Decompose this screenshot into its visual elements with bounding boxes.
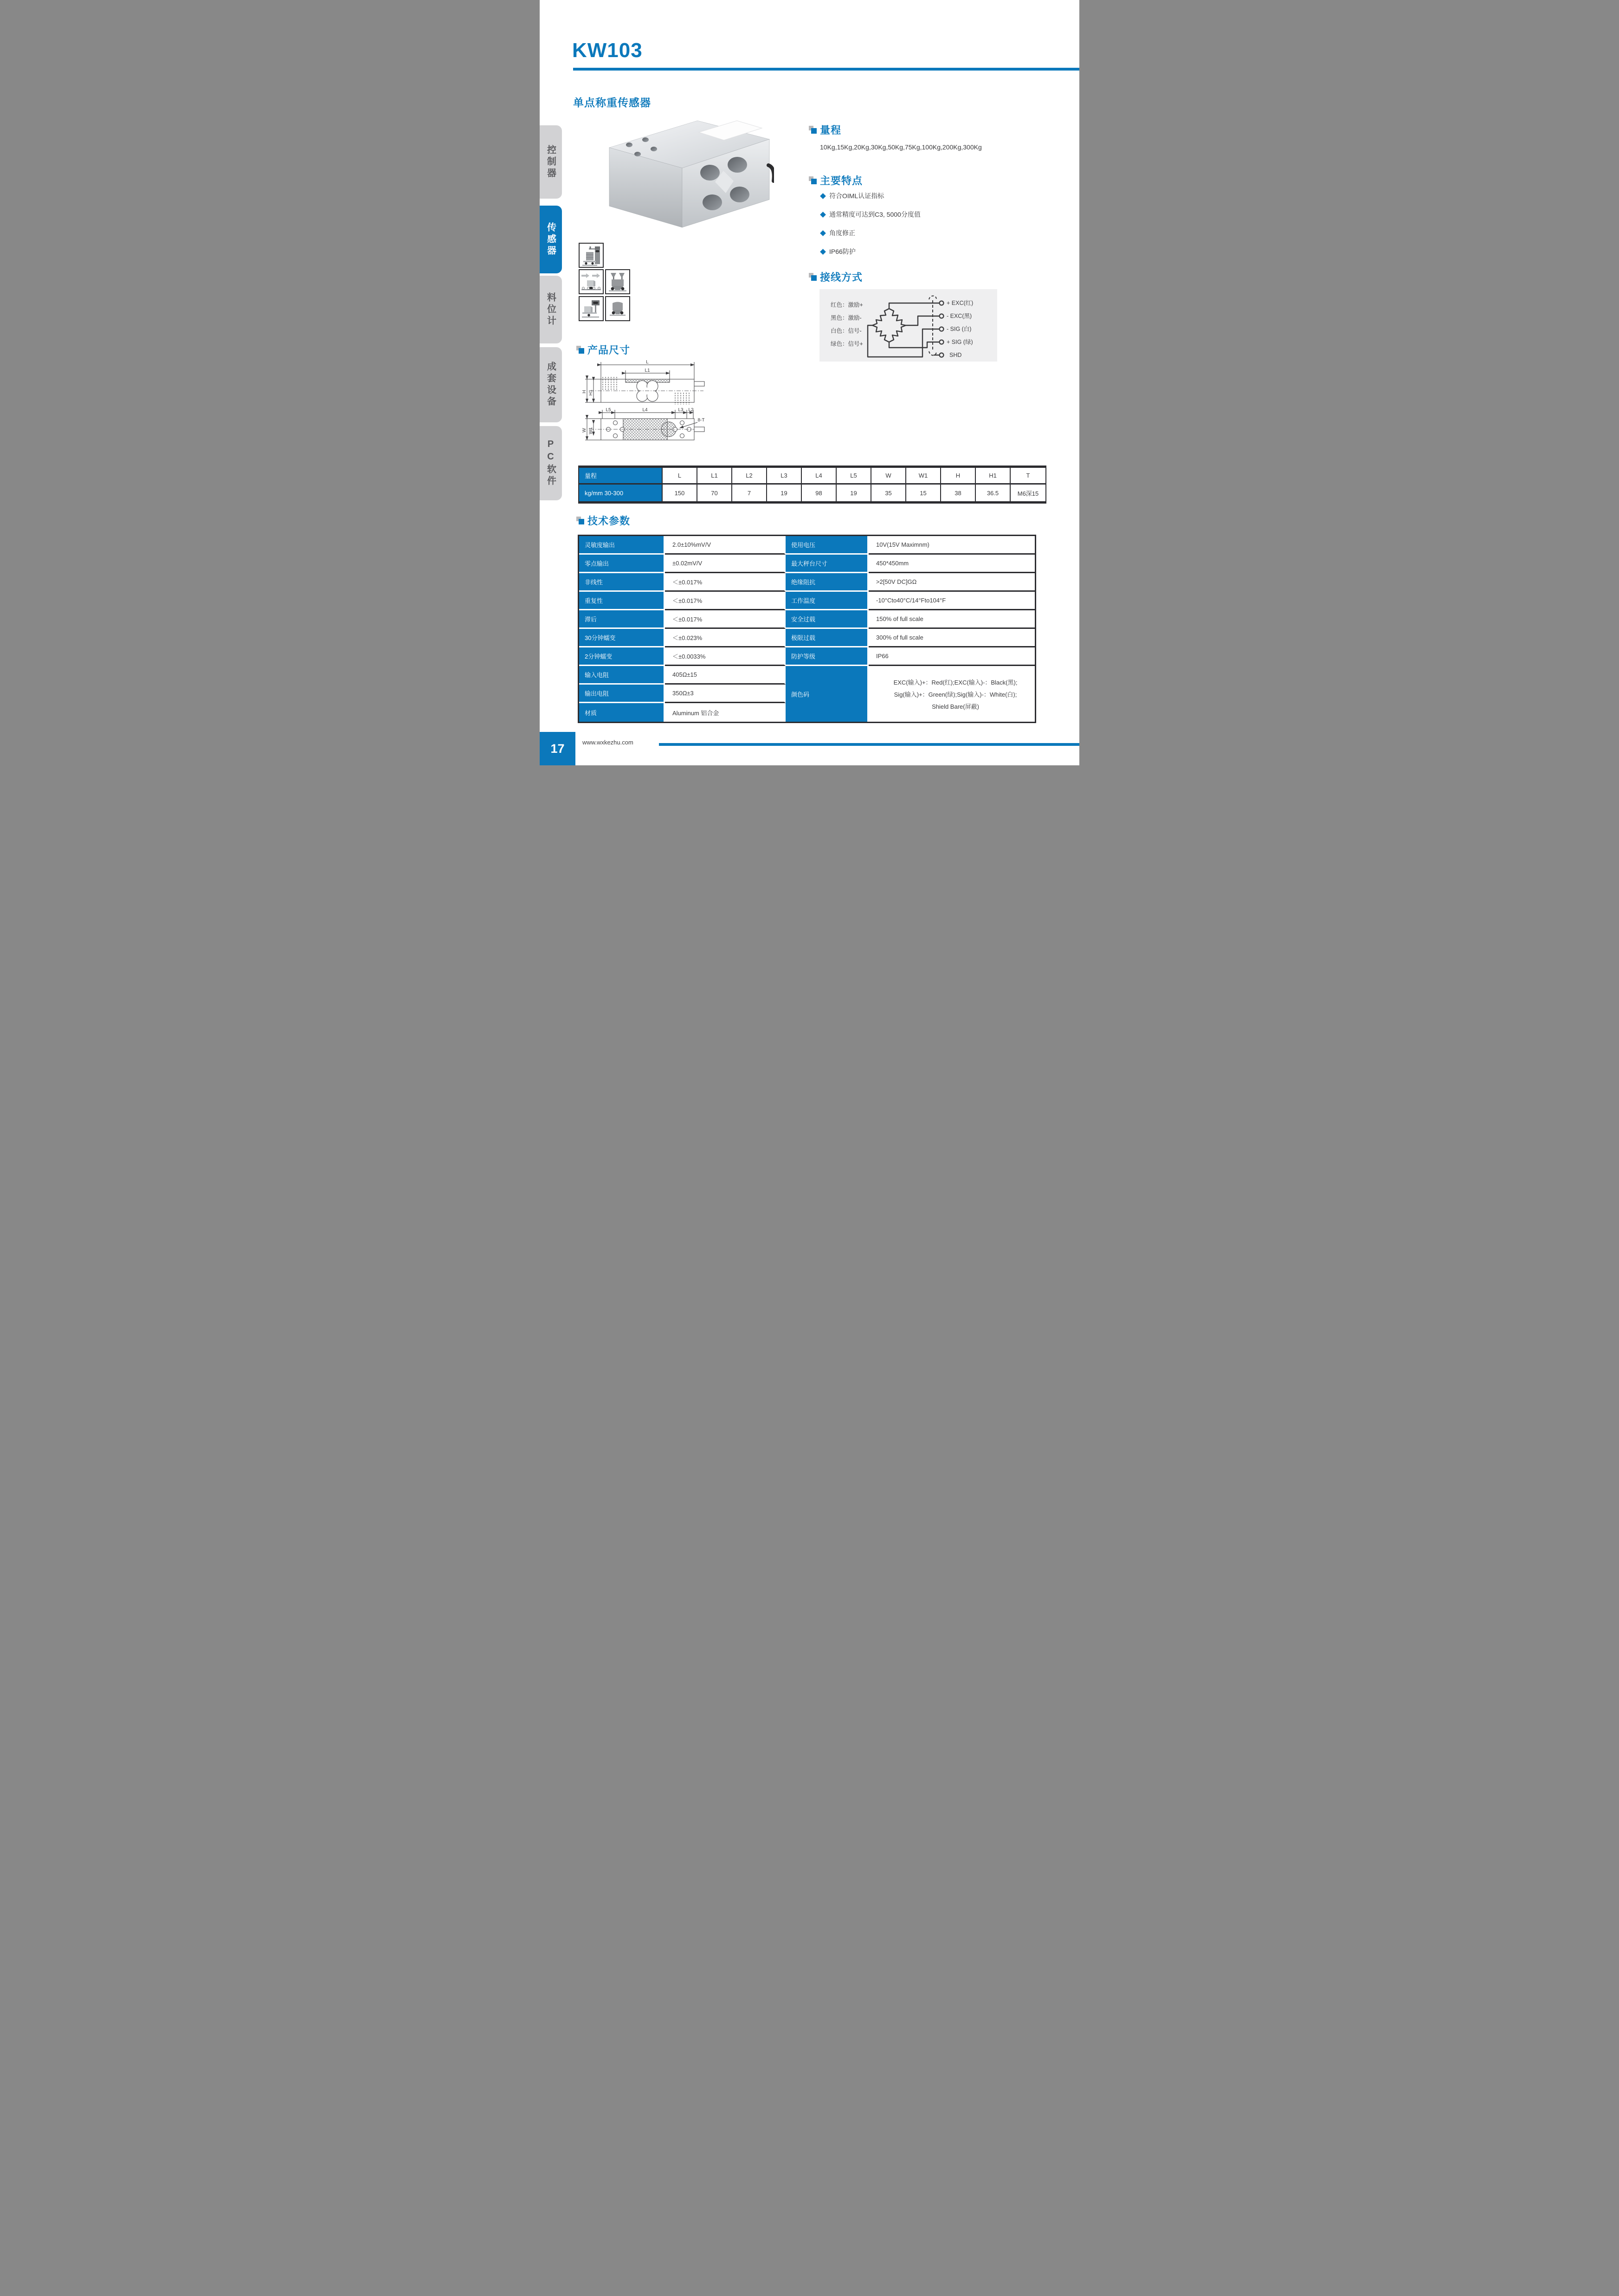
dim-cell: 19 (837, 485, 871, 501)
footer-bar (659, 743, 1079, 746)
dimension-table (578, 466, 1046, 504)
catalog-page (540, 0, 1079, 765)
section-title: 接线方式 (820, 272, 863, 283)
dim-label: 8-T (697, 418, 705, 423)
dim-label: H (582, 390, 587, 394)
application-thumbnail-double-hopper (605, 269, 630, 294)
spec-value: -10°Cto40°C/14°Fto104°F (869, 592, 1035, 610)
color-code-line: Shield Bare(屏蔽) (932, 703, 979, 710)
spec-value: ＜±0.017% (665, 610, 786, 629)
title-rule (573, 68, 1079, 71)
terminal-label: + SIG (绿) (947, 339, 973, 345)
sidebar-item-pc-software[interactable] (540, 426, 562, 500)
dim-label: L3 (678, 407, 684, 413)
terminal-circle (940, 353, 944, 357)
dim-label: L (646, 360, 649, 365)
diamond-bullet-icon (820, 249, 826, 255)
dim-cell: 35 (871, 485, 906, 501)
dim-label: H1 (588, 389, 593, 396)
feature-text: 角度修正 (829, 229, 855, 237)
spec-label-color-code: 颜色码 (786, 666, 869, 722)
terminal-circle (940, 340, 944, 344)
application-thumbnail-conveyor (579, 269, 604, 294)
section-head-features (809, 173, 863, 188)
spec-label: 使用电压 (786, 536, 869, 555)
terminal-circle (940, 301, 944, 305)
spec-label: 材质 (579, 703, 665, 722)
dim-header-cell: L2 (732, 468, 767, 485)
section-title: 技术参数 (587, 515, 631, 527)
diamond-bullet-icon (820, 212, 826, 218)
spec-value-color-code (869, 666, 1035, 722)
spec-value: Aluminum 铝合金 (665, 703, 786, 722)
dim-cell: 36.5 (976, 485, 1011, 501)
terminal-label: SHD (949, 352, 962, 358)
dim-header-cell: L5 (837, 468, 871, 485)
sidebar-item-label: 传感器 (545, 222, 556, 257)
application-thumbnail-hopper (605, 296, 630, 321)
spec-value: ＜±0.017% (665, 573, 786, 592)
spec-value: ＜±0.017% (665, 592, 786, 610)
spec-value: IP66 (869, 647, 1035, 666)
wire-label: 白色：信号- (831, 328, 862, 334)
spec-value: >2[50V DC]GΩ (869, 573, 1035, 592)
section-marker-icon (809, 273, 817, 281)
sidebar-item-complete-equipment[interactable] (540, 347, 562, 422)
sidebar-item-sensors[interactable] (540, 206, 562, 273)
section-head-range (809, 123, 841, 137)
dim-header-cell: L (663, 468, 697, 485)
dim-label: L1 (645, 368, 650, 373)
diamond-bullet-icon (820, 230, 826, 236)
dim-cell: 15 (906, 485, 941, 501)
dim-label: W1 (588, 427, 593, 434)
wire-label: 绿色：信号+ (831, 341, 863, 347)
page-number: 17 (550, 741, 565, 756)
spec-label: 输出电阻 (579, 685, 665, 703)
wiring-diagram (819, 289, 997, 362)
sidebar-item-label: 控制器 (545, 144, 556, 180)
spec-label: 安全过载 (786, 610, 869, 629)
range-values: 10Kg,15Kg,20Kg,30Kg,50Kg,75Kg,100Kg,200Kg,300Kg (820, 143, 982, 151)
spec-label: 零点输出 (579, 555, 665, 573)
section-head-dimensions (576, 343, 630, 357)
spec-value: 2.0±10%mV/V (665, 536, 786, 555)
terminal-label: - SIG (白) (947, 326, 972, 332)
color-code-line: Sig(输入)+：Green(绿);Sig(输入)-：White(白); (894, 691, 1017, 698)
application-thumbnail-platform-scale (579, 296, 604, 321)
website-link[interactable]: www.wxkezhu.com (582, 739, 633, 746)
spec-label: 30分钟蠕变 (579, 629, 665, 647)
section-marker-icon (576, 346, 584, 354)
section-marker-icon (809, 176, 817, 184)
dim-header-cell: W1 (906, 468, 941, 485)
spec-value: 10V(15V Maximnm) (869, 536, 1035, 555)
terminal-label: - EXC(黑) (947, 313, 972, 319)
wire-label: 黑色：激励- (831, 315, 862, 321)
dim-cell: M6深15 (1017, 490, 1039, 497)
spec-label: 防护等级 (786, 647, 869, 666)
feature-item (821, 191, 921, 200)
dim-cell: 38 (941, 485, 976, 501)
dim-header-cell: H (941, 468, 976, 485)
dim-cell: 150 (663, 485, 697, 501)
section-marker-icon (576, 517, 584, 524)
spec-label: 最大秤台尺寸 (786, 555, 869, 573)
dim-label: L4 (642, 407, 648, 413)
dimension-drawings (581, 358, 715, 451)
spec-value: 350Ω±3 (665, 685, 786, 703)
section-head-wiring (809, 270, 863, 284)
sidebar-item-level-meters[interactable] (540, 276, 562, 343)
feature-list (821, 191, 921, 265)
dim-header-cell: W (871, 468, 906, 485)
sidebar-item-label: 料位计 (545, 292, 556, 327)
dim-header-cell: L4 (802, 468, 837, 485)
spec-table (578, 535, 1036, 723)
dim-label: L2 (688, 407, 694, 413)
dim-header-cell: 量程 (579, 468, 663, 485)
dim-header-cell: T (1011, 468, 1045, 485)
product-subtitle: 单点称重传感器 (573, 97, 651, 109)
spec-label: 工作温度 (786, 592, 869, 610)
terminal-label: + EXC(红) (947, 300, 974, 306)
spec-label: 非线性 (579, 573, 665, 592)
spec-label: 极限过载 (786, 629, 869, 647)
spec-label: 输入电阻 (579, 666, 665, 685)
spec-value: 405Ω±15 (665, 666, 786, 685)
spec-value: ＜±0.0033% (665, 647, 786, 666)
dim-header-cell: L1 (697, 468, 732, 485)
dim-header-cell: H1 (976, 468, 1011, 485)
wire-label: 红色：激励+ (831, 302, 863, 308)
spec-label: 滞后 (579, 610, 665, 629)
product-photo (584, 110, 774, 232)
color-code-line: EXC(输入)+：Red(红);EXC(输入)-：Black(黑); (893, 679, 1018, 686)
sidebar-item-controllers[interactable] (540, 125, 562, 199)
section-head-specs (576, 513, 630, 528)
dim-label: W (582, 428, 587, 433)
dim-cell: 70 (697, 485, 732, 501)
feature-text: 符合OIML认证指标 (829, 192, 884, 200)
feature-item (821, 210, 921, 219)
diamond-bullet-icon (820, 193, 826, 199)
page-number-badge (540, 732, 575, 765)
sidebar-item-label: PC软件 (545, 439, 556, 487)
section-title: 主要特点 (820, 175, 863, 187)
dim-cell: 19 (767, 485, 802, 501)
spec-label: 重复性 (579, 592, 665, 610)
dim-header-cell: L3 (767, 468, 802, 485)
spec-label: 灵敏度输出 (579, 536, 665, 555)
dim-row-label: kg/mm 30-300 (579, 485, 663, 501)
page-title: KW103 (572, 39, 643, 62)
spec-value: ＜±0.023% (665, 629, 786, 647)
feature-text: IP66防护 (829, 248, 856, 255)
application-thumbnail-tank-scale (579, 243, 604, 268)
section-marker-icon (809, 126, 817, 134)
spec-label: 绝缘阻抗 (786, 573, 869, 592)
spec-value: ±0.02mV/V (665, 555, 786, 573)
section-title: 量程 (820, 124, 842, 136)
feature-item (821, 228, 921, 238)
sidebar-item-label: 成套设备 (545, 362, 556, 408)
section-title: 产品尺寸 (587, 344, 631, 356)
spec-value: 450*450mm (869, 555, 1035, 573)
terminal-circle (940, 314, 944, 318)
feature-item (821, 247, 921, 256)
dim-cell: 98 (802, 485, 837, 501)
dim-cell: 7 (732, 485, 767, 501)
spec-value: 150% of full scale (869, 610, 1035, 629)
spec-value: 300% of full scale (869, 629, 1035, 647)
feature-text: 通常精度可达到C3, 5000分度值 (829, 211, 921, 218)
terminal-circle (940, 327, 944, 331)
wiring-diagram-panel (819, 289, 997, 362)
spec-label: 2分钟蠕变 (579, 647, 665, 666)
dim-label: L5 (606, 407, 611, 413)
